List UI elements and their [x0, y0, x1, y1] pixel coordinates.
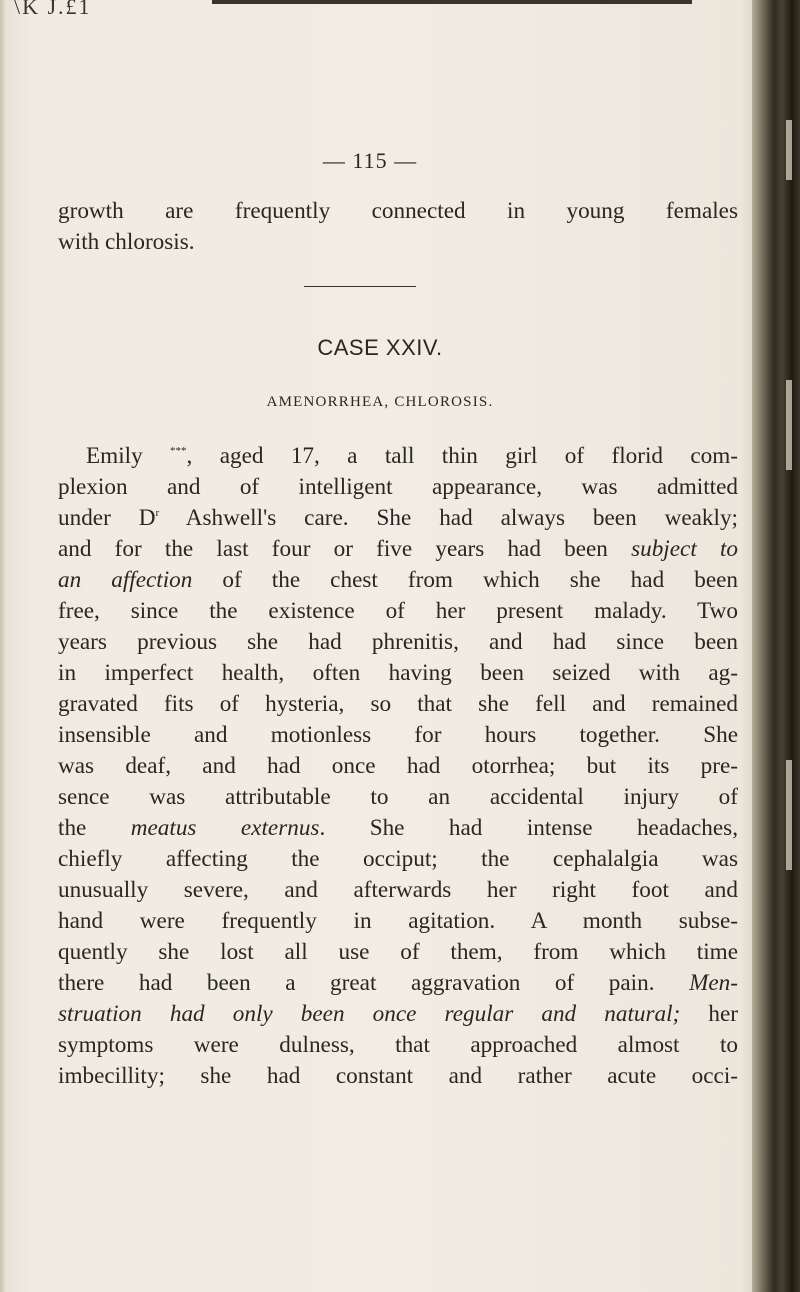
text-line: unusually severe, and afterwards her right foot and — [58, 877, 738, 903]
text-line: chiefly affecting the occiput; the cephalalgia was — [58, 846, 738, 872]
section-divider — [304, 286, 416, 287]
text-line: and for the last four or five years had been subject to — [58, 536, 738, 562]
binding-highlight — [786, 380, 792, 470]
case-title: CASE XXIV. — [317, 335, 443, 360]
text-line: insensible and motionless for hours together. She — [58, 722, 738, 748]
binding-highlight — [786, 120, 792, 180]
text-line: hand were frequently in agitation. A month subse- — [58, 908, 738, 934]
text-line: the meatus externus. She had intense headaches, — [58, 815, 738, 841]
binding-highlight — [786, 760, 792, 870]
text-line: symptoms were dulness, that approached almost to — [58, 1032, 738, 1058]
text-line: plexion and of intelligent appearance, was admitted — [58, 474, 738, 500]
book-binding-edge — [752, 0, 800, 1292]
text-line: free, since the existence of her present malady. Two — [58, 598, 738, 624]
text-line: years previous she had phrenitis, and had since been — [58, 629, 738, 655]
text-line: there had been a great aggravation of pain. Men- — [58, 970, 738, 996]
text-line: with chlorosis. — [58, 229, 195, 255]
text-line: struation had only been once regular and natural; her — [58, 1001, 739, 1027]
text-line: growth are frequently connected in young females — [58, 198, 738, 224]
text-line: imbecillity; she had constant and rather acute occi- — [58, 1063, 738, 1089]
text-line: sence was attributable to an accidental injury of — [58, 784, 738, 810]
intro-paragraph — [58, 196, 738, 258]
page-number: — 115 — — [322, 148, 418, 173]
case-subtitle: AMENORRHEA, CHLOROSIS. — [266, 394, 494, 410]
text-line: an affection of the chest from which she had been — [58, 567, 738, 593]
case-body-paragraph — [58, 441, 738, 1092]
top-bleed-bar — [212, 0, 692, 4]
text-line: quently she lost all use of them, from which time — [58, 939, 738, 965]
top-text-fragment: \K J.£1 — [14, 0, 92, 19]
text-line: Emily ***, aged 17, a tall thin girl of florid com- — [86, 443, 738, 469]
page-left-edge — [0, 0, 6, 1292]
text-line: in imperfect health, often having been seized with ag- — [58, 660, 738, 686]
text-line: under $D^r$ Ashwell's care. She had always been weakly; — [58, 505, 738, 531]
text-line: gravated fits of hysteria, so that she fell and remained — [58, 691, 738, 717]
text-line: was deaf, and had once had otorrhea; but its pre- — [58, 753, 738, 779]
